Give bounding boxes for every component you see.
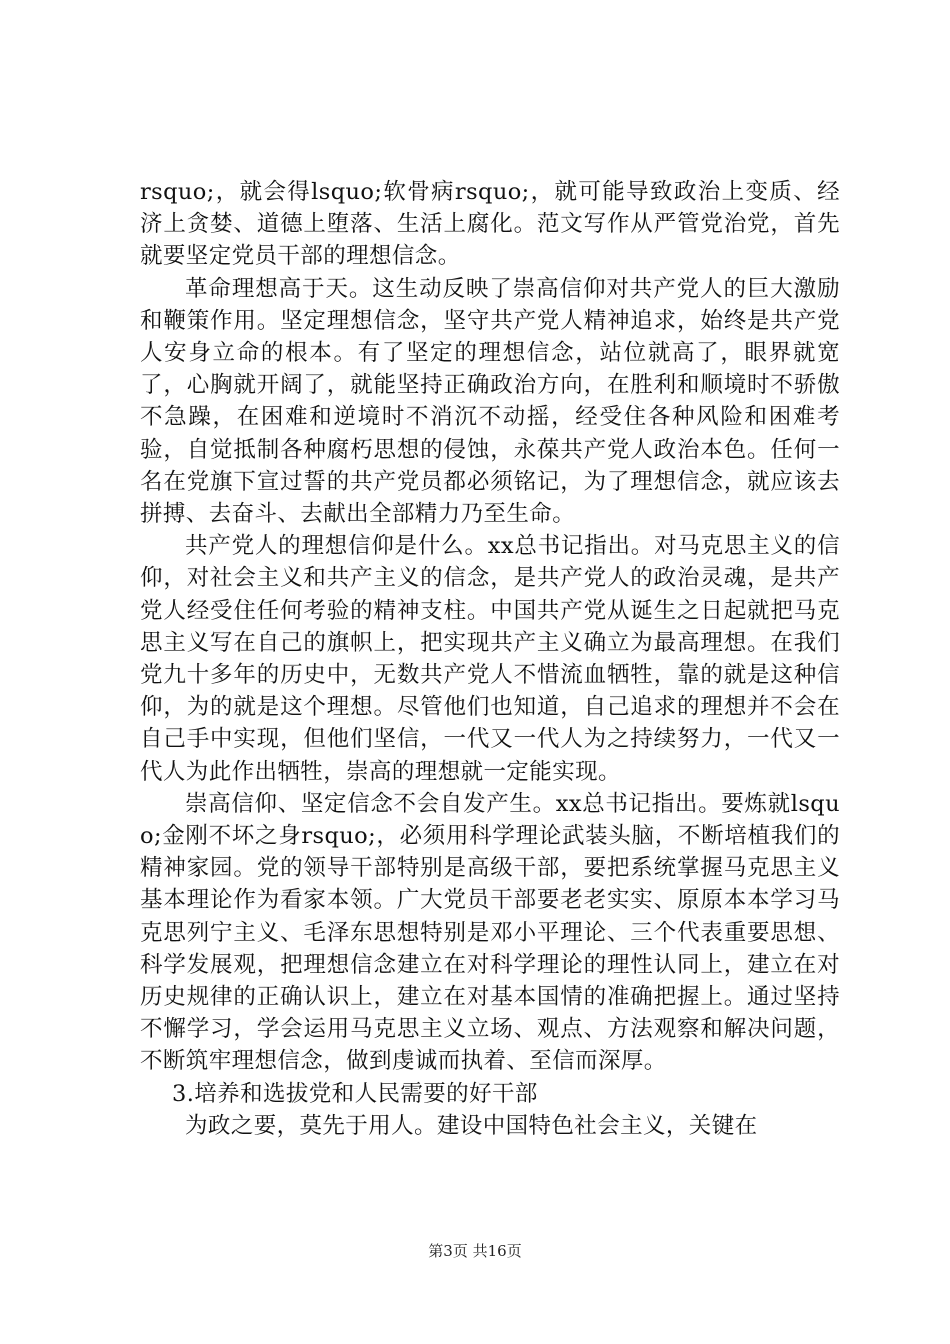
paragraph-2: 革命理想高于天。这生动反映了崇高信仰对共产党人的巨大激励和鞭策作用。坚定理想信念，坚守共产党人精神追求，始终是共产党人安身立命的根本。有了坚定的理想信念，站位就高了，眼界就宽了，心胸就开阔了，就能坚持正确政治方向，在胜利和顺境时不骄傲不急躁，在困难和逆境时不消沉不动摇，经受住各种风险和困难考验，自觉抵制各种腐朽思想的侵蚀，永葆共产党人政治本色。任何一名在党旗下宣过誓的共产党员都必须铭记，为了理想信念，就应该去拼搏、去奋斗、去献出全部精力乃至生命。 (140, 275, 840, 528)
document-body (140, 176, 840, 1142)
paragraph-3: 共产党人的理想信仰是什么。xx总书记指出。对马克思主义的信仰，对社会主义和共产主义的信念，是共产党人的政治灵魂，是共产党人经受住任何考验的精神支柱。中国共产党从诞生之日起就把马克思主义写在自己的旗帜上，把实现共产主义确立为最高理想。在我们党九十多年的历史中，无数共产党人不惜流血牺牲，靠的就是这种信仰，为的就是这个理想。尽管他们也知道，自己追求的理想并不会在自己手中实现，但他们坚信，一代又一代人为之持续努力，一代又一代人为此作出牺牲，崇高的理想就一定能实现。 (140, 533, 840, 785)
section-heading: 3.培养和选拔党和人民需要的好干部 (172, 1080, 538, 1107)
paragraph-5: 为政之要，莫先于用人。建设中国特色社会主义，关键在 (185, 1112, 758, 1139)
paragraph-1: rsquo;，就会得lsquo;软骨病rsquo;，就可能导致政治上变质、经济上贪婪、道德上堕落、生活上腐化。范文写作从严管党治党，首先就要坚定党员干部的理想信念。 (140, 179, 840, 270)
paragraph-4: 崇高信仰、坚定信念不会自发产生。xx总书记指出。要炼就lsquo;金刚不坏之身rsquo;，必须用科学理论武装头脑，不断培植我们的精神家园。党的领导干部特别是高级干部，要把系统掌握马克思主义基本理论作为看家本领。广大党员干部要老老实实、原原本本学习马克思列宁主义、毛泽东思想特别是邓小平理论、三个代表重要思想、科学发展观，把理想信念建立在对科学理论的理性认同上，建立在对历史规律的正确认识上，建立在对基本国情的准确把握上。通过坚持不懈学习，学会运用马克思主义立场、观点、方法观察和解决问题，不断筑牢理想信念，做到虔诚而执着、至信而深厚。 (140, 790, 840, 1075)
page-footer: 第3页 共16页 (428, 1242, 522, 1260)
